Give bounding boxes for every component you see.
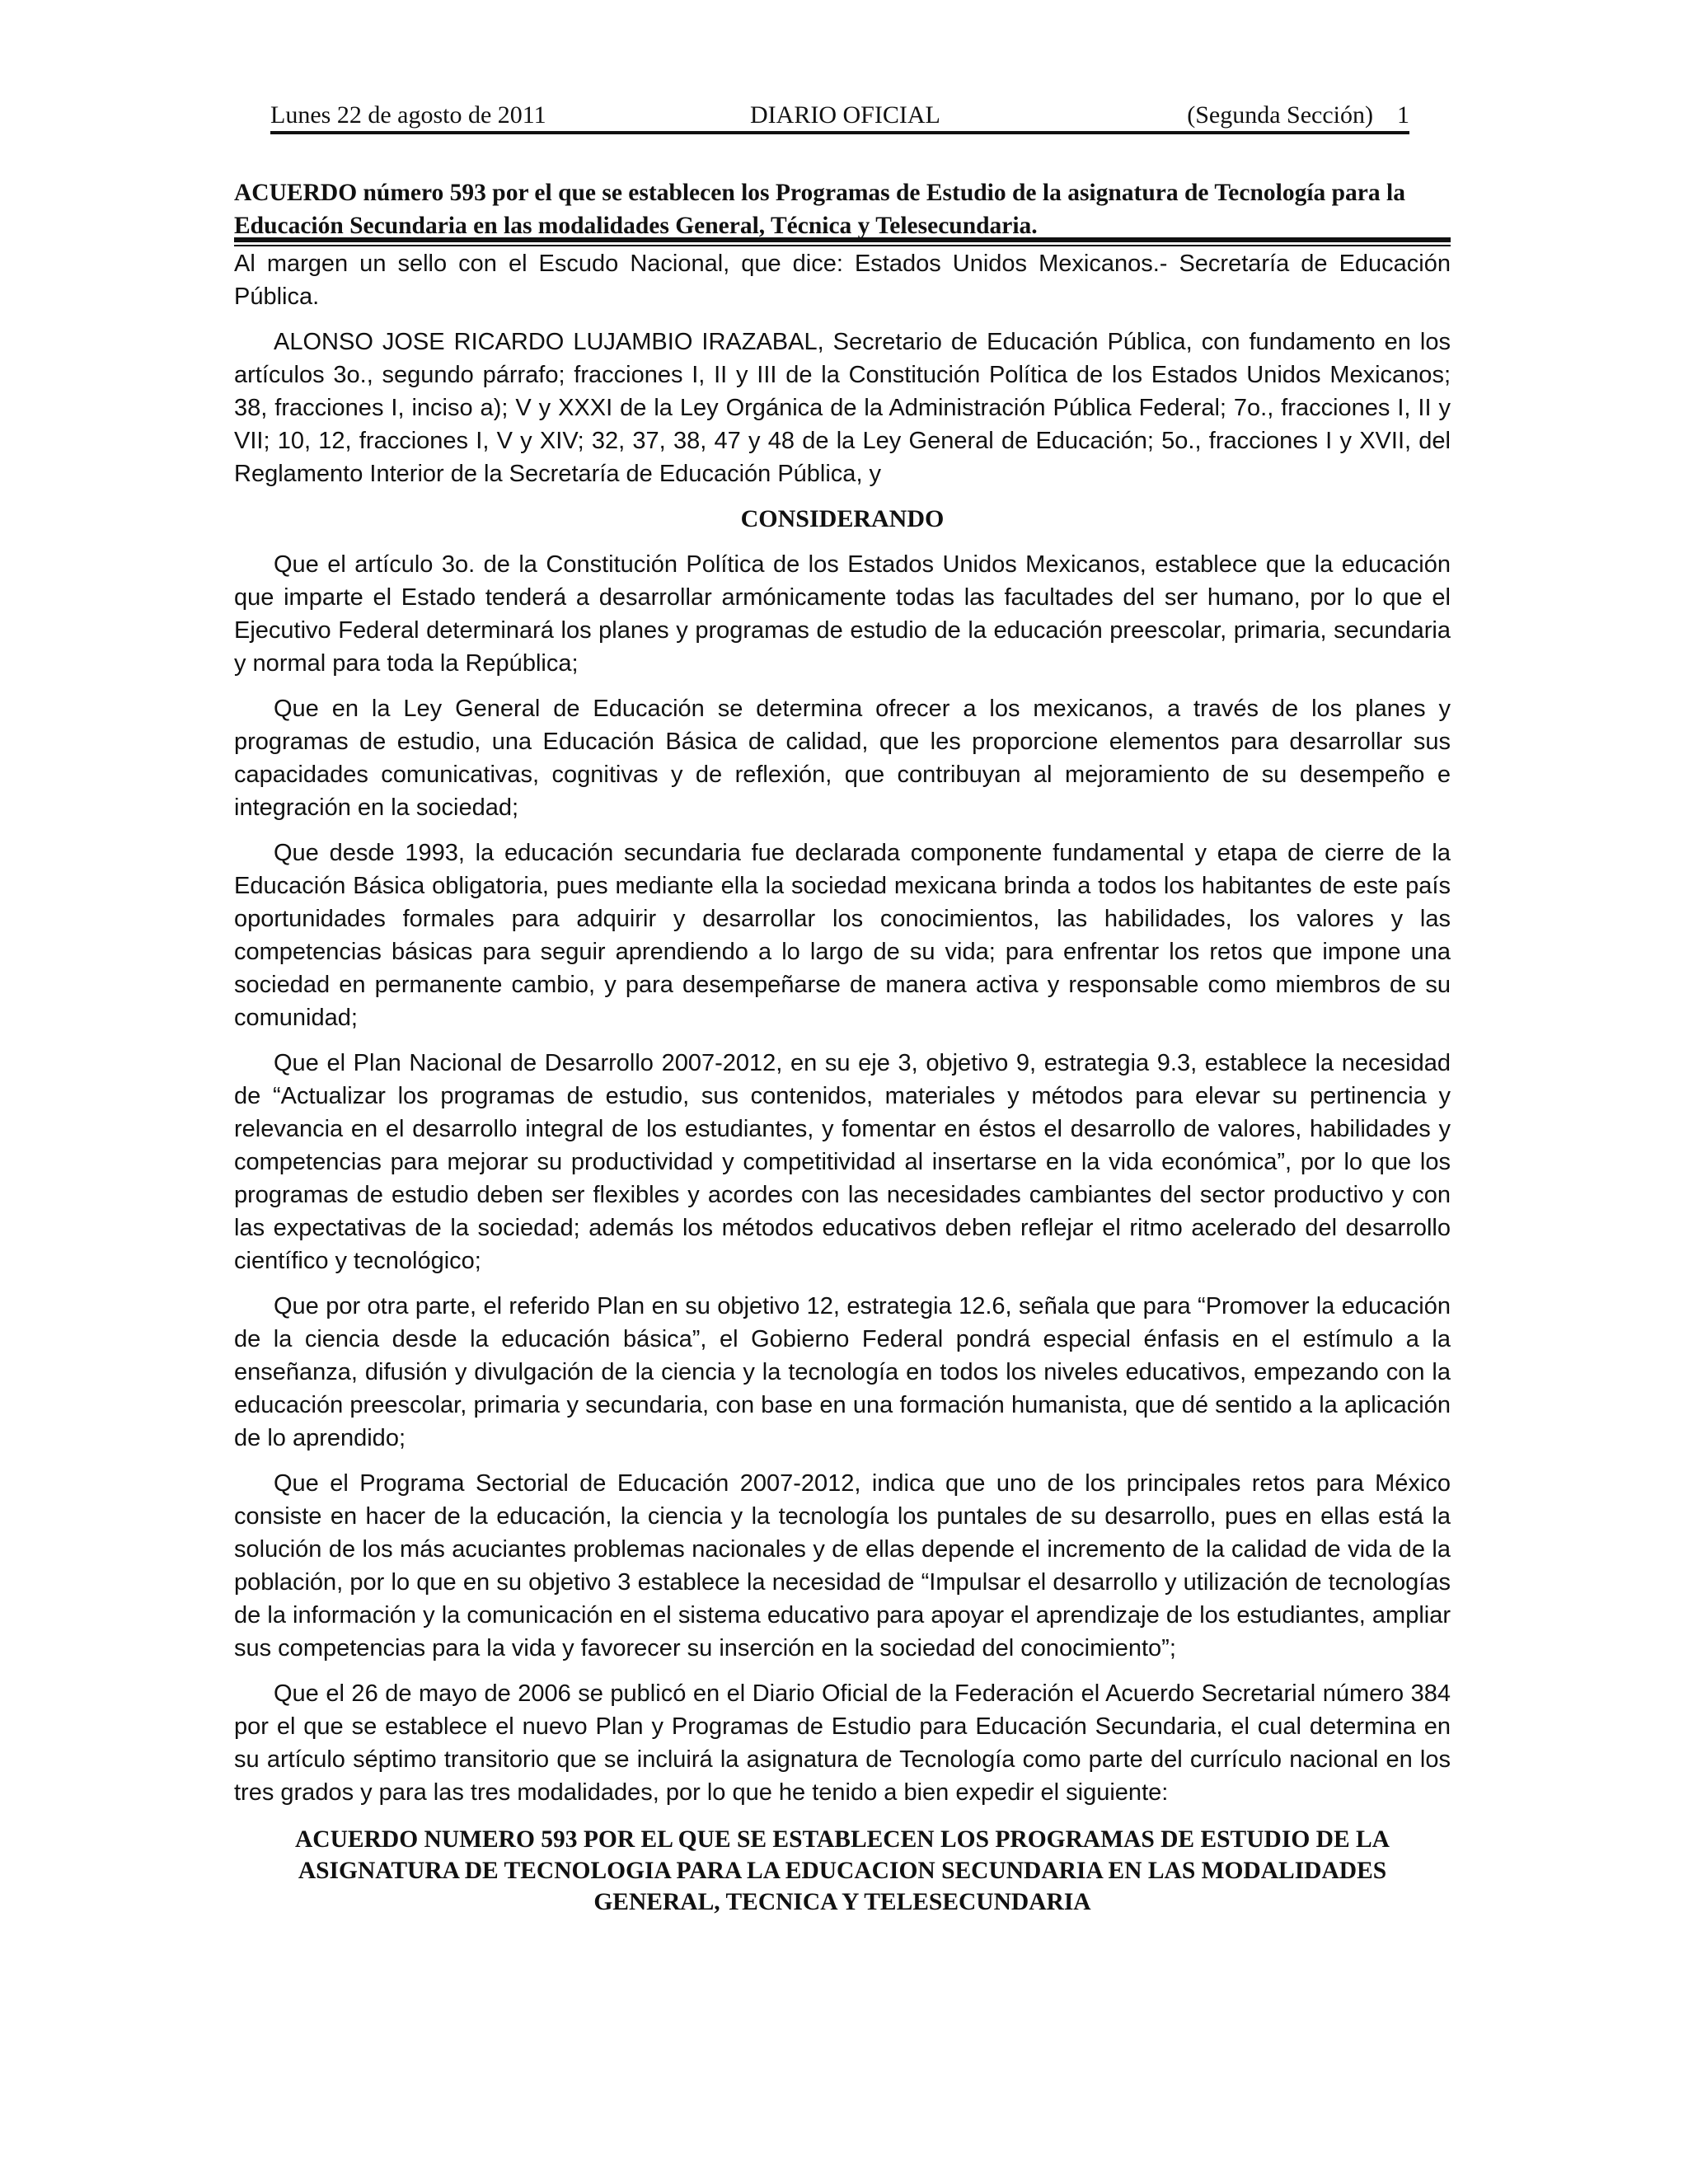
running-header — [270, 97, 1409, 134]
considerando-paragraph: Que el artículo 3o. de la Constitución Política de los Estados Unidos Mexicanos, establece que la educación que imparte el Estado tenderá a desarrollar armónicamente todas las facultades del ser humano, por lo que el Ejecutivo Federal determinará los planes y programas de estudio de la educación preescolar, primaria, secundaria y normal para toda la República; — [234, 551, 1451, 677]
header-date: Lunes 22 de agosto de 2011 — [270, 101, 546, 129]
document-body — [234, 247, 1451, 1918]
considerando-heading: CONSIDERANDO — [740, 505, 945, 532]
considerando-paragraph: Que por otra parte, el referido Plan en su objetivo 12, estrategia 12.6, señala que para “Promover la educación de la ciencia desde la educación básica”, el Gobierno Federal pondrá especial énfasis en el estímulo a la enseñanza, difusión y divulgación de la ciencia y la tecnología en todos los niveles educativos, empezando con la educación preescolar, primaria y secundaria, con base en una formación humanista, que dé sentido a la aplicación de lo aprendido; — [234, 1293, 1451, 1451]
considerando-paragraph: Que el Programa Sectorial de Educación 2007-2012, indica que uno de los principales retos para México consiste en hacer de la educación, la ciencia y la tecnología los puntales de su desarrollo, pues en ellas está la solución de los más acuciantes problemas nacionales y de ellas depende el incremento de la calidad de vida de la población, por lo que en su objetivo 3 establece la necesidad de “Impulsar el desarrollo y utilización de tecnologías de la información y la comunicación en el sistema educativo para apoyar el aprendizaje de los estudiantes, ampliar sus competencias para la vida y favorecer su inserción en la sociedad del conocimiento”; — [234, 1470, 1451, 1661]
agreement-title: ACUERDO NUMERO 593 POR EL QUE SE ESTABLECEN LOS PROGRAMAS DE ESTUDIO DE LA ASIGNATURA DE TECNOLOGIA PARA LA EDUCACION SECUNDARIA EN LAS MODALIDADES GENERAL, TECNICA Y TELESECUNDARIA — [295, 1826, 1390, 1915]
considerando-paragraph: Que el Plan Nacional de Desarrollo 2007-2012, en su eje 3, objetivo 9, estrategia 9.3, establece la necesidad de “Actualizar los programas de estudio, sus contenidos, materiales y métodos para elevar su pertinencia y relevancia en el desarrollo integral de los estudiantes, y fomentar en éstos el desarrollo de valores, habilidades y competencias para mejorar su productividad y competitividad al insertarse en la vida económica”, por lo que los programas de estudio deben ser flexibles y acordes con las necesidades cambiantes del sector productivo y con las expectativas de la sociedad; además los métodos educativos deben reflejar el ritmo acelerado del desarrollo científico y tecnológico; — [234, 1050, 1451, 1274]
header-page-number: 1 — [1397, 101, 1409, 129]
considerando-paragraph: Que en la Ley General de Educación se determina ofrecer a los mexicanos, a través de los planes y programas de estudio, una Educación Básica de calidad, que les proporcione elementos para desarrollar sus capacidades comunicativas, cognitivas y de reflexión, que contribuyan al mejoramiento de su desempeño e integración en la sociedad; — [234, 696, 1451, 821]
title-rule — [234, 237, 1451, 246]
preamble-paragraph: ALONSO JOSE RICARDO LUJAMBIO IRAZABAL, Secretario de Educación Pública, con fundamento en los artículos 3o., segundo párrafo; fracciones I, II y III de la Constitución Política de los Estados Unidos Mexicanos; 38, fracciones I, inciso a); V y XXXI de la Ley Orgánica de la Administración Pública Federal; 7o., fracciones I, II y VII; 10, 12, fracciones I, V y XIV; 32, 37, 38, 47 y 48 de la Ley General de Educación; 5o., fracciones I y XVII, del Reglamento Interior de la Secretaría de Educación Pública, y — [234, 329, 1451, 487]
considerando-paragraph: Que desde 1993, la educación secundaria fue declarada componente fundamental y etapa de cierre de la Educación Básica obligatoria, pues mediante ella la sociedad mexicana brinda a todos los habitantes de este país oportunidades formales para adquirir y desarrollar los conocimientos, las habilidades, los valores y las competencias básicas para seguir aprendiendo a lo largo de su vida; para enfrentar los retos que impone una sociedad en permanente cambio, y para desempeñarse de manera activa y responsable como miembros de su comunidad; — [234, 840, 1451, 1031]
considerando-paragraph: Que el 26 de mayo de 2006 se publicó en el Diario Oficial de la Federación el Acuerdo Secretarial número 384 por el que se establece el nuevo Plan y Programas de Estudio para Educación Secundaria, el cual determina en su artículo séptimo transitorio que se incluirá la asignatura de Tecnología como parte del currículo nacional en los tres grados y para las tres modalidades, por lo que he tenido a bien expedir el siguiente: — [234, 1680, 1451, 1806]
header-double-rule — [270, 131, 1409, 134]
header-publication: DIARIO OFICIAL — [750, 101, 940, 129]
seal-note: Al margen un sello con el Escudo Nacional, que dice: Estados Unidos Mexicanos.- Secretaría de Educación Pública. — [234, 251, 1451, 310]
header-section: (Segunda Sección) — [1187, 101, 1373, 129]
decree-title: ACUERDO número 593 por el que se establecen los Programas de Estudio de la asignatura de Tecnología para la Educación Secundaria en las modalidades General, Técnica y Telesecundaria. — [234, 180, 1405, 239]
